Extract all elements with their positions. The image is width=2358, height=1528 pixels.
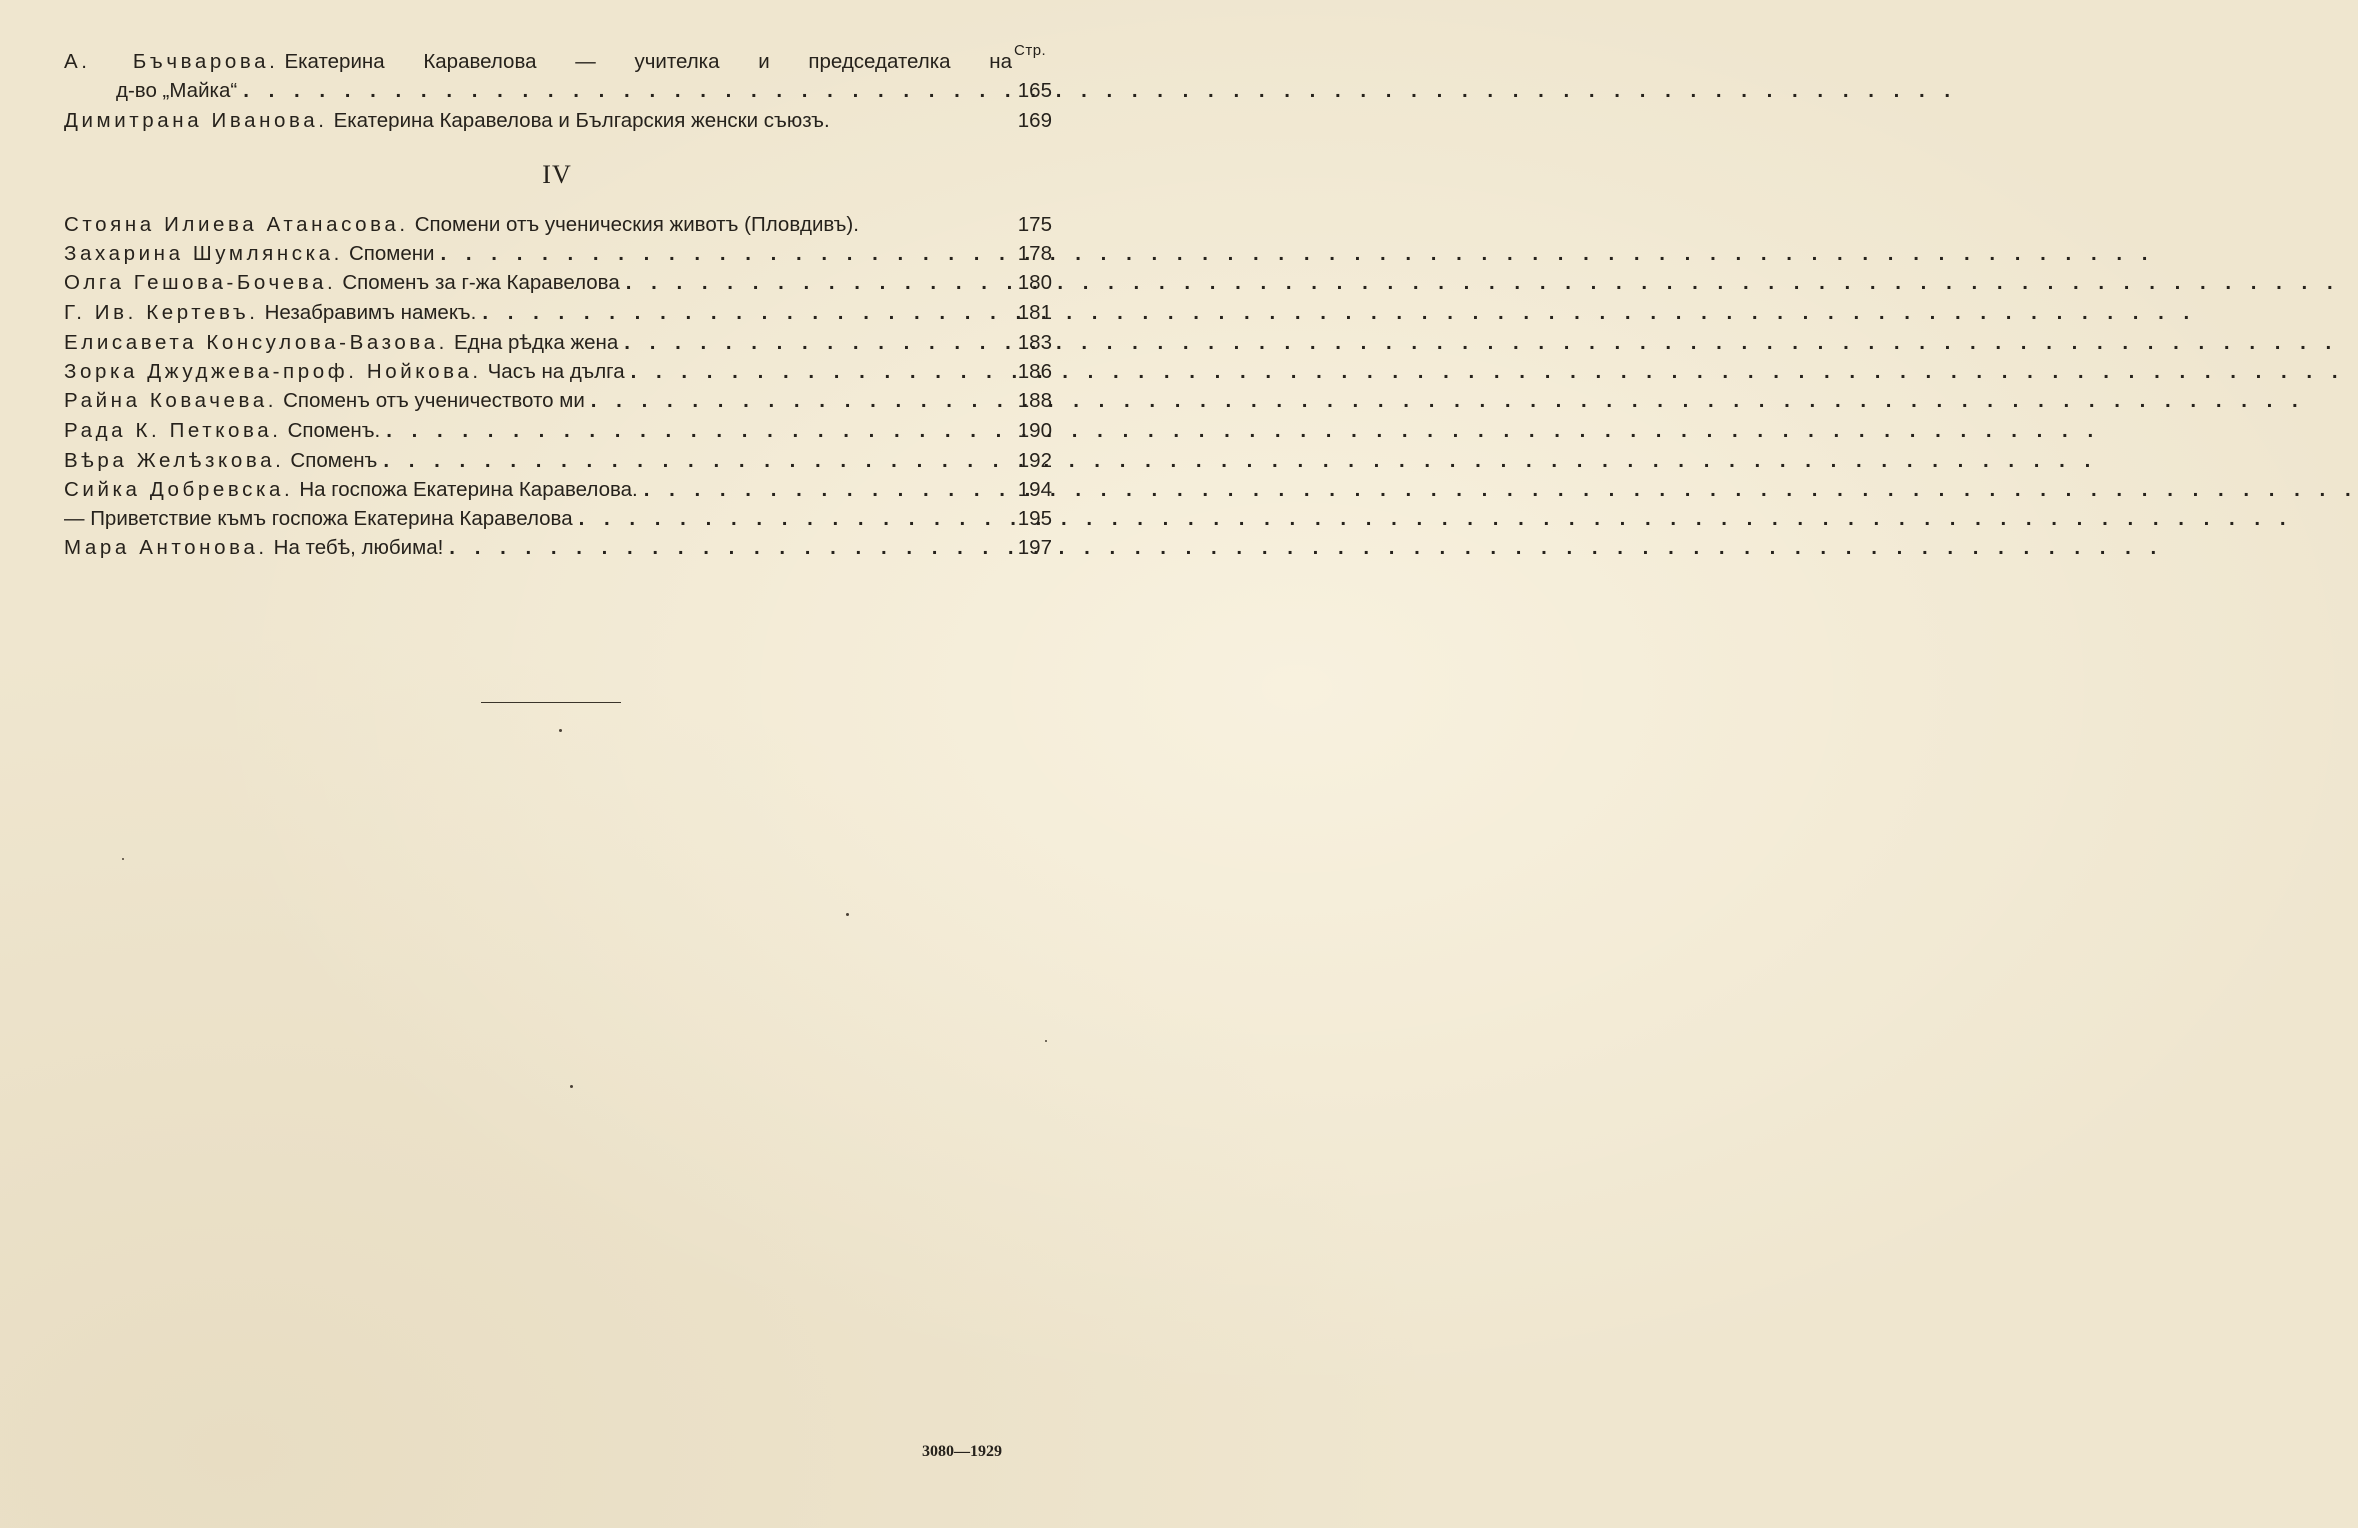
toc-entry-page: 192 <box>1017 449 1052 472</box>
toc-entry-title: Спомени отъ ученическия животъ (Пловдивъ). <box>414 213 859 236</box>
toc-entry <box>64 328 1052 358</box>
toc-entry-author: Г. Ив. Кертевъ. <box>64 301 259 324</box>
toc-entry <box>64 475 1052 505</box>
leader-dots <box>626 268 1006 298</box>
toc-entry <box>64 504 1052 534</box>
toc-entry-author: Зорка Джуджева-проф. Нойкова. <box>64 360 482 383</box>
toc-entry-continuation <box>116 76 1052 106</box>
toc-entry-page: 175 <box>1017 213 1052 236</box>
toc-entry-author: Елисавета Консулова-Вазова. <box>64 331 448 354</box>
toc-entry-page: 190 <box>1017 419 1052 442</box>
paper-speck <box>846 913 849 916</box>
toc-entry-title: Часъ на дълга <box>487 360 625 383</box>
toc-entry-page: 165 <box>1017 79 1052 102</box>
section-end-rule <box>481 702 621 703</box>
toc-entry-author: А. Бъчварова. <box>64 50 279 73</box>
toc-entry-page: 169 <box>1017 109 1052 132</box>
toc-entry-author: Димитрана Иванова. <box>64 109 328 132</box>
leader-dots <box>591 386 1006 416</box>
toc-entry-author: Вѣра Желѣзкова. <box>64 449 285 472</box>
toc-entry-title: Споменъ за г-жа Каравелова <box>342 271 620 294</box>
toc-entry <box>64 268 1052 298</box>
toc-entry <box>64 210 1052 240</box>
page-column-label: Стр. <box>1014 42 1047 59</box>
toc-entry <box>64 357 1052 387</box>
toc-entry <box>64 239 1052 269</box>
toc-entry-page: 183 <box>1017 331 1052 354</box>
toc-entry-line <box>64 47 1012 77</box>
paper-speck <box>122 858 124 860</box>
toc-entry <box>64 386 1052 416</box>
toc-entry-title: На госпожа Екатерина Каравелова. <box>299 478 638 501</box>
toc-entry-title: Споменъ <box>290 449 378 472</box>
toc-entry-author: Сийка Добревска. <box>64 478 294 501</box>
toc-entry <box>64 47 1052 77</box>
paper-speck <box>570 1085 573 1088</box>
leader-dots <box>644 475 1006 505</box>
toc-entry-page: 181 <box>1017 301 1052 324</box>
leader-dots <box>449 533 1006 563</box>
toc-entry-page: 195 <box>1017 507 1052 530</box>
leader-dots <box>386 416 1006 446</box>
toc-entry-page: 197 <box>1017 536 1052 559</box>
toc-entry-page: 188 <box>1017 389 1052 412</box>
section-heading: IV <box>542 160 572 189</box>
toc-entry-author: Рада К. Петкова. <box>64 419 282 442</box>
print-number: 3080—1929 <box>922 1443 1002 1460</box>
document-page <box>0 0 1080 1528</box>
toc-entry-title: Екатерина Каравелова — учителка и председателка на <box>284 50 1012 73</box>
toc-entry-page: 194 <box>1017 478 1052 501</box>
toc-entry-title: Споменъ. <box>287 419 381 442</box>
toc-entry <box>64 533 1052 563</box>
toc-entry <box>64 446 1052 476</box>
paper-speck <box>559 729 562 732</box>
leader-dots <box>482 298 1006 328</box>
toc-entry-title: Спомени <box>348 242 435 265</box>
toc-entry-author: Захарина Шумлянска. <box>64 242 343 265</box>
toc-entry-title-continued: д-во „Майка“ <box>116 79 238 102</box>
leader-dots <box>441 239 1006 269</box>
toc-entry-title: Екатерина Каравелова и Българския женски съюзъ. <box>333 109 830 132</box>
toc-entry <box>64 416 1052 446</box>
toc-entry-title: На тебѣ, любима! <box>273 536 444 559</box>
toc-entry <box>64 298 1052 328</box>
toc-entry-page: 180 <box>1017 271 1052 294</box>
toc-entry-title: Една рѣдка жена <box>453 331 619 354</box>
toc-entry-page: 186 <box>1017 360 1052 383</box>
paper-speck <box>1045 1040 1047 1042</box>
leader-dots <box>579 504 1006 534</box>
leader-dots <box>624 328 1006 358</box>
leader-dots <box>631 357 1006 387</box>
toc-entry <box>64 106 1052 136</box>
toc-entry-author: Райна Ковачева. <box>64 389 278 412</box>
toc-entry-title: Споменъ отъ ученичеството ми <box>283 389 585 412</box>
toc-entry-author: Мара Антонова. <box>64 536 268 559</box>
leader-dots <box>243 76 1006 106</box>
toc-entry-title: Незабравимъ намекъ. <box>264 301 477 324</box>
toc-entry-title: — Приветствие къмъ госпожа Екатерина Каравелова <box>64 507 573 530</box>
toc-entry-page: 178 <box>1017 242 1052 265</box>
leader-dots <box>383 446 1006 476</box>
toc-entry-author: Олга Гешова-Бочева. <box>64 271 337 294</box>
toc-entry-author: Стояна Илиева Атанасова. <box>64 213 409 236</box>
